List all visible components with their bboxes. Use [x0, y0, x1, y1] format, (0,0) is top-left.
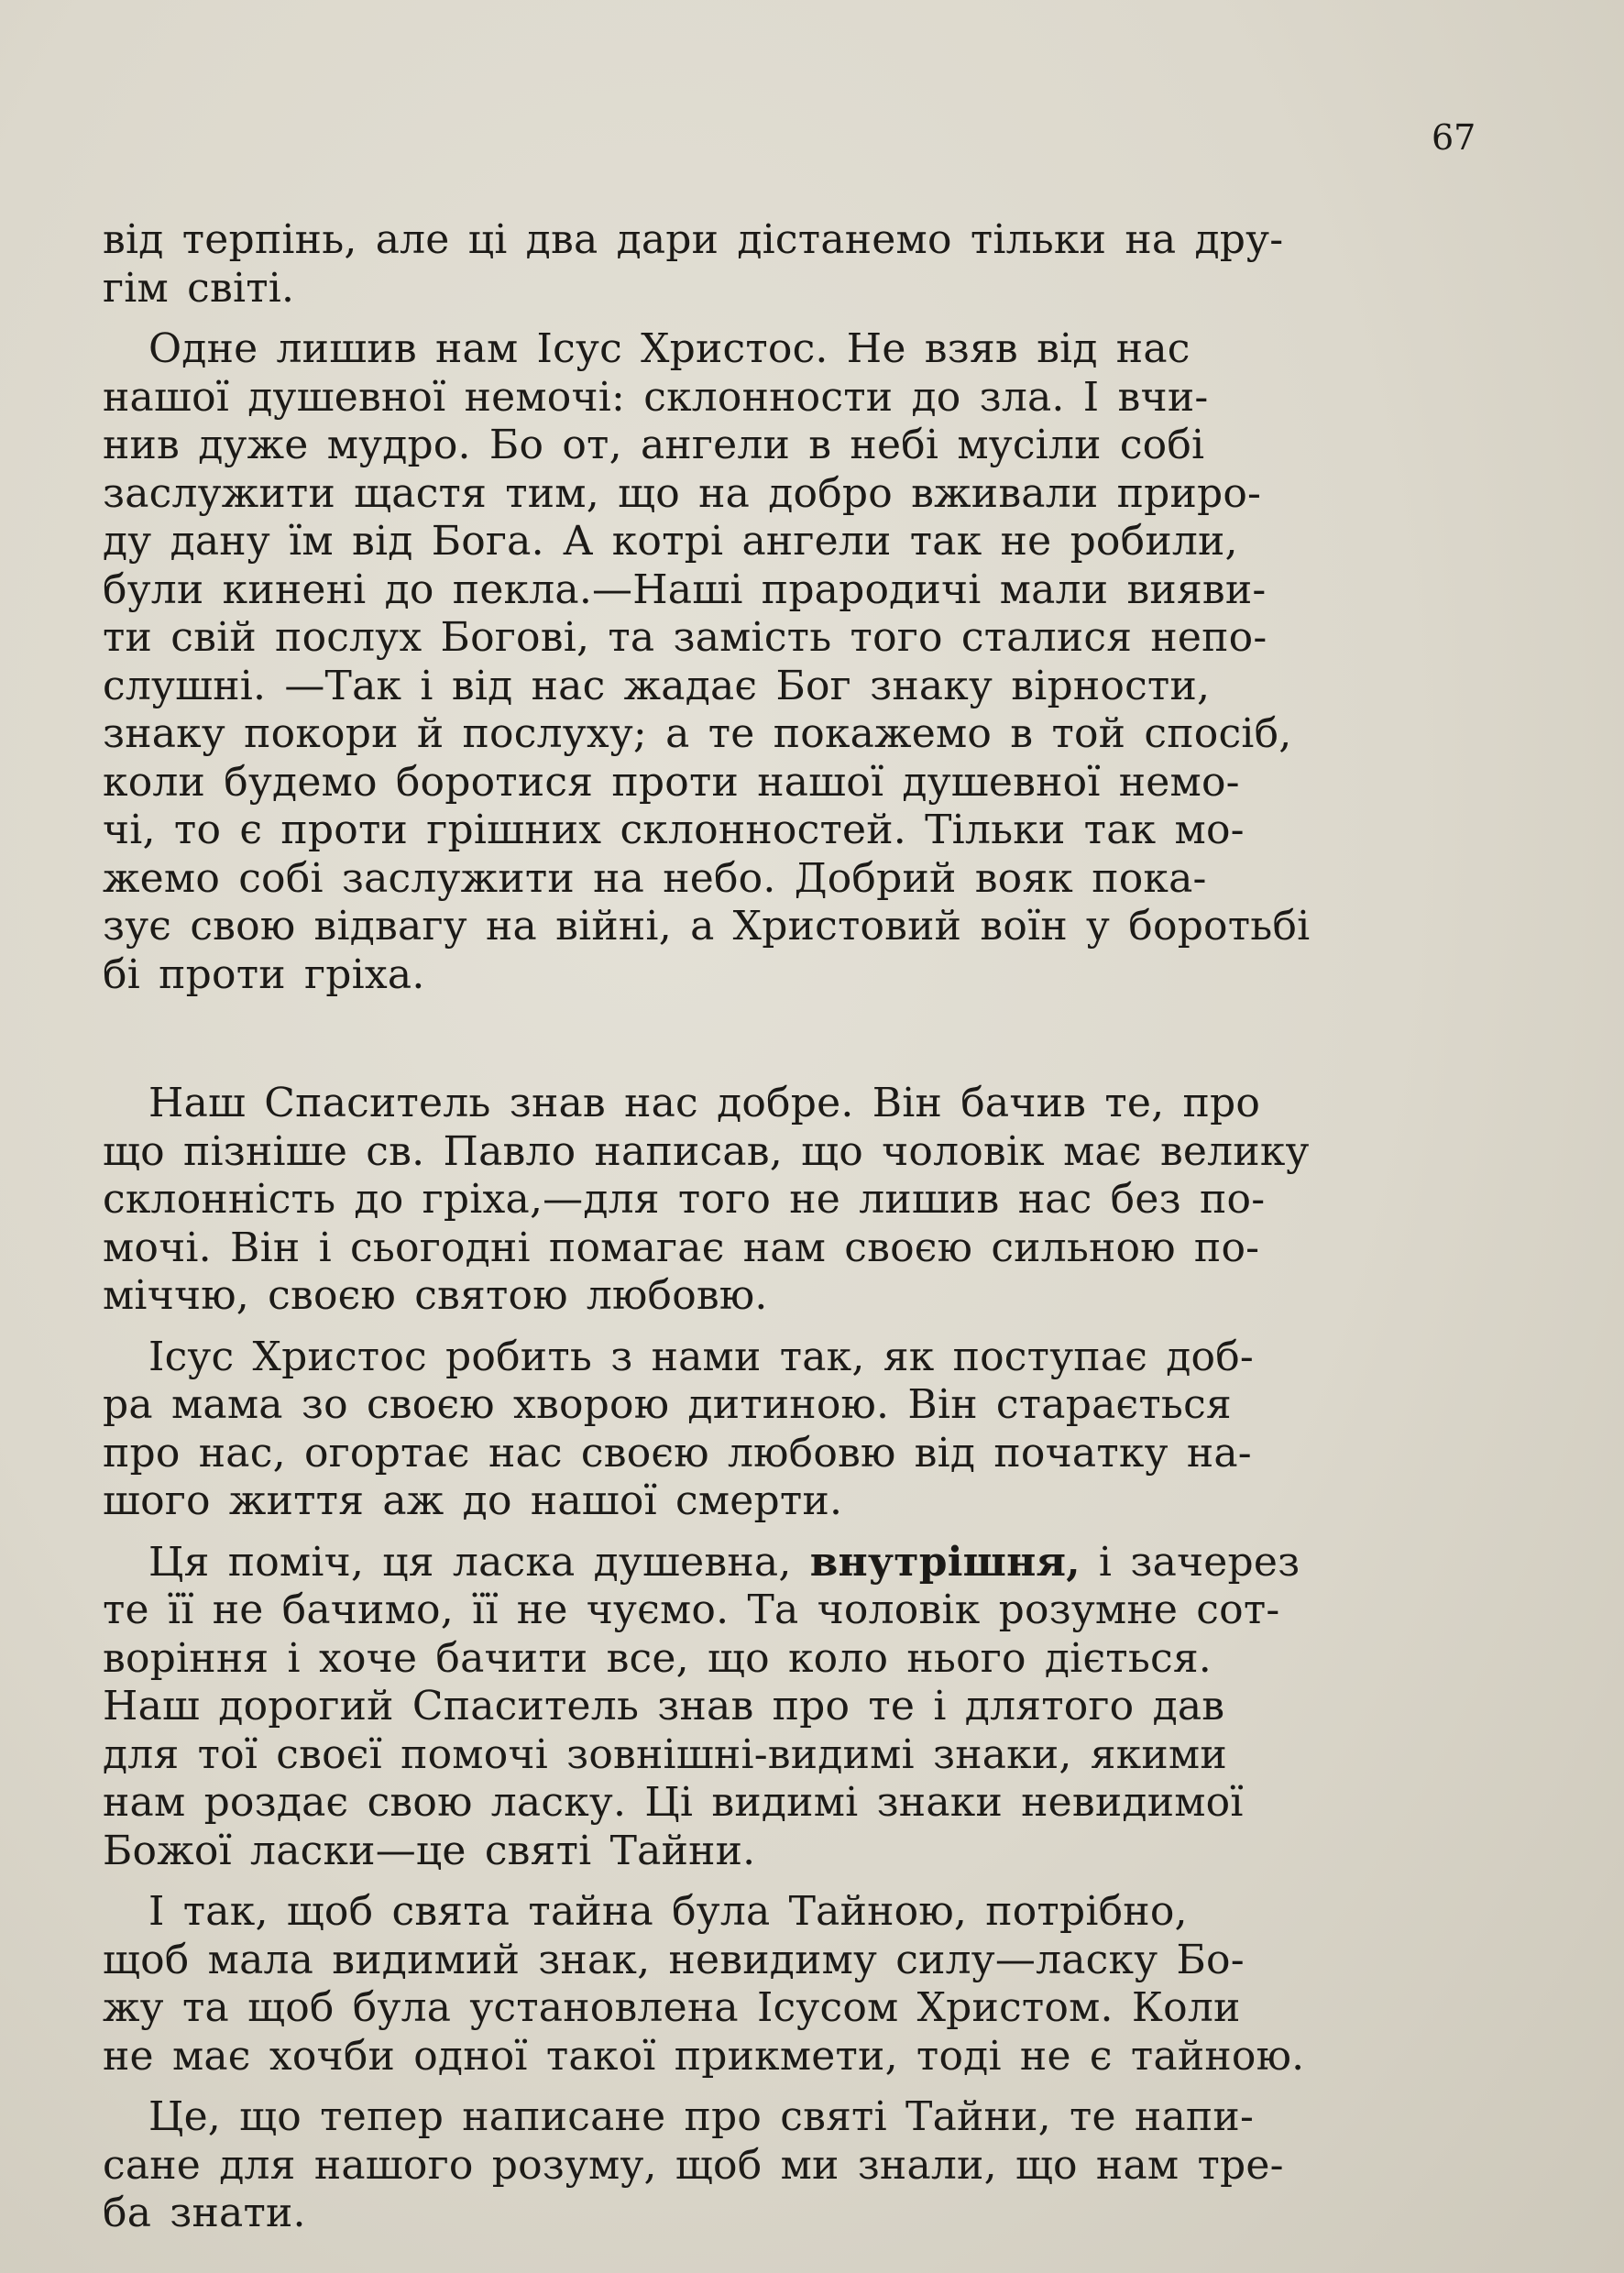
text-line: Наш Спаситель знав нас добре. Він бачив те, про: [148, 1080, 1261, 1126]
text-line: Одне лишив нам Ісус Христос. Не взяв від нас: [148, 325, 1191, 372]
text-line: ра мама зо своєю хворою дитиною. Він старається: [103, 1381, 1232, 1428]
text-line: бі проти гріха.: [103, 950, 425, 998]
page-number: 67: [1432, 117, 1476, 158]
text-line: жемо собі заслужити на небо. Добрий вояк пока-: [103, 854, 1207, 902]
paragraph-3: [103, 1080, 1505, 1321]
paragraph-4: [103, 1334, 1505, 1526]
text-line: те її не бачимо, її не чуємо. Та чоловік розумне сот-: [103, 1587, 1280, 1633]
text-line: щоб мала видимий знак, невидиму силу—ласку Бо-: [103, 1936, 1245, 1983]
text-line: ду дану їм від Бога. А котрі ангели так не робили,: [103, 518, 1238, 565]
text-line: міччю, своєю святою любовю.: [103, 1272, 768, 1319]
text-line: про нас, огортає нас своєю любовю від початку на-: [103, 1429, 1252, 1477]
text-line: чі, то є проти грішних склонностей. Тільки так мо-: [103, 807, 1245, 853]
text-line: [103, 1539, 1505, 1587]
text-line: Ісус Христос робить з нами так, як поступає доб-: [148, 1333, 1255, 1380]
text-line: від терпінь, але ці два дари дістанемо тільки на дру-: [103, 216, 1284, 263]
text-run: Ця поміч, ця ласка душевна,: [148, 1538, 810, 1586]
text-line: що пізніше св. Павло написав, що чоловік має велику: [103, 1127, 1310, 1175]
text-run: і зачерез: [1080, 1538, 1300, 1586]
text-line: нам роздає свою ласку. Ці видимі знаки невидимої: [103, 1779, 1244, 1826]
text-line: ти свій послух Богові, та замість того сталися непо-: [103, 614, 1267, 661]
text-line: для тої своєї помочі зовнішні-видимі знаки, якими: [103, 1730, 1227, 1778]
paragraph-7: [103, 2093, 1505, 2238]
text-line: Божої ласки—це святі Тайни.: [103, 1827, 756, 1874]
text-line: нашої душевної немочі: склонности до зла. І вчи-: [103, 373, 1209, 421]
text-line: гім світі.: [103, 264, 295, 312]
text-line: жу та щоб була установлена Ісусом Христом. Коли: [103, 1984, 1241, 2031]
paragraph-1: [103, 216, 1505, 313]
text-line: шого життя аж до нашої смерти.: [103, 1477, 843, 1524]
page-body: [103, 216, 1505, 2238]
text-line: були кинені до пекла.—Наші прародичі мали вияви-: [103, 566, 1267, 613]
text-line: коли будемо боротися проти нашої душевної немо-: [103, 758, 1240, 806]
text-line: Наш дорогий Спаситель знав про те і длятого дав: [103, 1683, 1225, 1729]
text-line: знаку покори й послуху; а те покажемо в той спосіб,: [103, 710, 1292, 757]
text-line: нив дуже мудро. Бо от, ангели в небі мусіли собі: [103, 422, 1205, 468]
text-line: воріння і хоче бачити все, що коло нього діється.: [103, 1634, 1212, 1682]
text-line: мочі. Він і сьогодні помагає нам своєю сильною по-: [103, 1224, 1260, 1271]
text-line: ба знати.: [103, 2190, 306, 2236]
text-line: зує свою відвагу на війні, а Христовий воїн у боротьбі: [103, 903, 1311, 950]
paragraph-6: [103, 1888, 1505, 2081]
emphasized-word: внутрішня,: [809, 1538, 1081, 1586]
text-line: заслужити щастя тим, що на добро вживали приро-: [103, 469, 1262, 517]
text-line: склонність до гріха,—для того не лишив нас без по-: [103, 1176, 1266, 1223]
text-line: Це, що тепер написане про святі Тайни, те напи-: [148, 2093, 1255, 2140]
text-line: І так, щоб свята тайна була Тайною, потрібно,: [148, 1888, 1188, 1935]
text-line: сане для нашого розуму, щоб ми знали, що нам тре-: [103, 2141, 1284, 2189]
paragraph-5: [103, 1539, 1505, 1876]
text-line: слушні. —Так і від нас жадає Бог знаку вірности,: [103, 662, 1211, 709]
text-line: не має хочби одної такої прикмети, тоді не є тайною.: [103, 2032, 1305, 2080]
paragraph-2: [103, 325, 1505, 999]
